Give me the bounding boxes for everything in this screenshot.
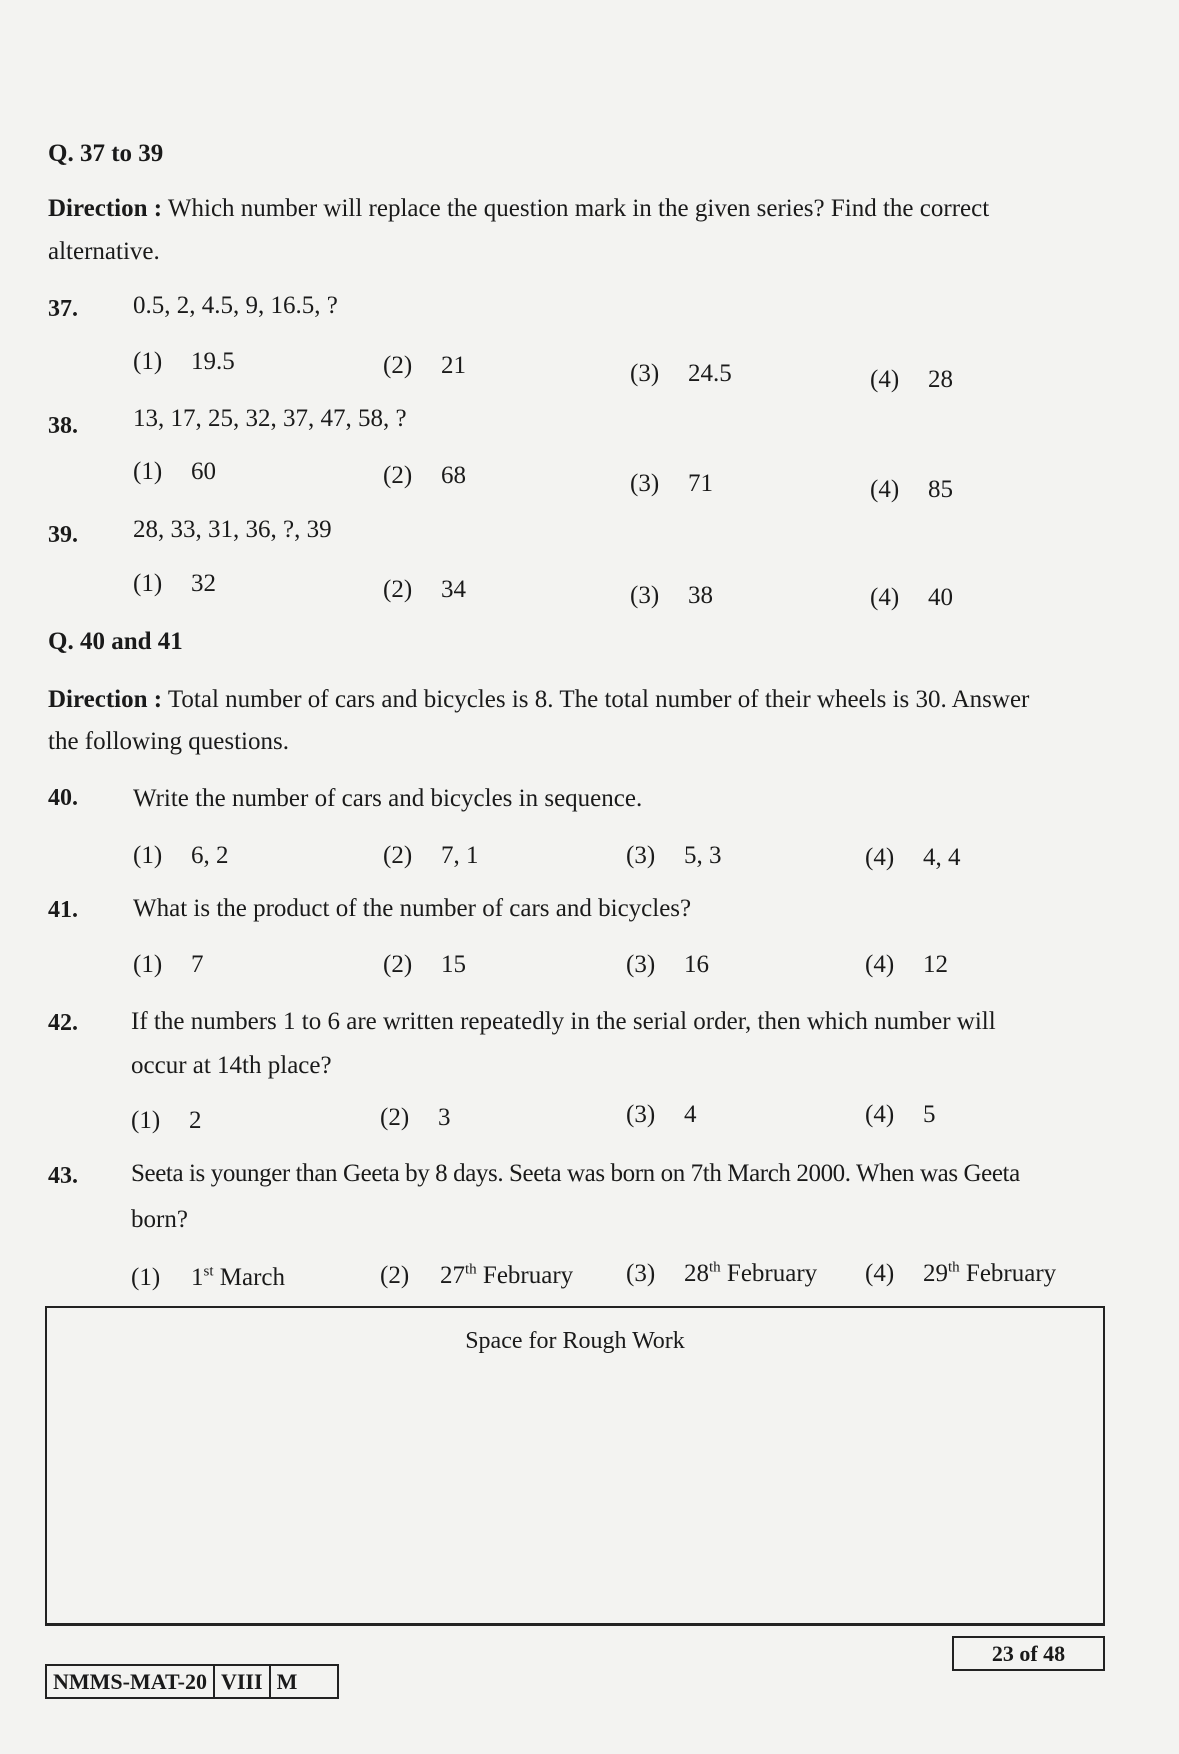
option-1[interactable]: (1) 32 xyxy=(133,570,216,597)
question-text: Seeta is younger than Geeta by 8 days. Seeta was born on 7th March 2000. When was Geeta xyxy=(131,1160,1020,1187)
question-number: 41. xyxy=(48,897,78,923)
direction-2 xyxy=(48,686,1029,714)
option-1[interactable]: (1) 60 xyxy=(133,458,216,485)
direction-label: Direction : xyxy=(48,195,163,222)
question-text: If the numbers 1 to 6 are written repeatedly in the serial order, then which number will xyxy=(131,1008,996,1035)
question-number: 38. xyxy=(48,413,78,439)
option-2[interactable]: (2) 68 xyxy=(383,462,466,489)
question-number: 42. xyxy=(48,1010,78,1036)
medium-label: M xyxy=(276,1669,298,1694)
option-4[interactable]: (4) 29th February xyxy=(865,1259,1057,1287)
option-3[interactable]: (3) 4 xyxy=(626,1101,697,1128)
question-text-cont: born? xyxy=(131,1206,188,1233)
direction-1 xyxy=(48,195,989,223)
option-4[interactable]: (4) 40 xyxy=(870,584,953,611)
option-4[interactable]: (4) 28 xyxy=(870,366,953,393)
option-3[interactable]: (3) 38 xyxy=(630,582,713,609)
question-number: 37. xyxy=(48,296,78,322)
question-number: 43. xyxy=(48,1163,78,1189)
option-4[interactable]: (4) 4, 4 xyxy=(865,844,961,871)
question-text: Write the number of cars and bicycles in sequence. xyxy=(133,785,643,812)
option-1[interactable]: (1) 1st March xyxy=(131,1263,286,1291)
option-4[interactable]: (4) 85 xyxy=(870,476,953,503)
direction-text: Total number of cars and bicycles is 8. The total number of their wheels is 30. Answer xyxy=(167,686,1030,713)
rough-work-box xyxy=(45,1306,1105,1626)
direction-label: Direction : xyxy=(48,686,163,713)
option-3[interactable]: (3) 24.5 xyxy=(630,360,732,387)
direction-2-cont: the following questions. xyxy=(48,728,289,755)
option-4[interactable]: (4) 12 xyxy=(865,951,948,978)
class-label: VIII xyxy=(215,1666,271,1697)
option-3[interactable]: (3) 71 xyxy=(630,470,713,497)
option-1[interactable]: (1) 19.5 xyxy=(133,348,235,375)
question-text: 0.5, 2, 4.5, 9, 16.5, ? xyxy=(133,292,338,319)
rough-work-title: Space for Rough Work xyxy=(465,1328,685,1354)
question-number: 39. xyxy=(48,522,78,548)
option-3[interactable]: (3) 16 xyxy=(626,951,709,978)
option-1[interactable]: (1) 2 xyxy=(131,1107,202,1134)
option-4[interactable]: (4) 5 xyxy=(865,1101,936,1128)
page-number: 23 of 48 xyxy=(952,1636,1105,1671)
option-2[interactable]: (2) 7, 1 xyxy=(383,842,479,869)
option-3[interactable]: (3) 28th February xyxy=(626,1259,818,1287)
question-number: 40. xyxy=(48,785,78,811)
direction-text: Which number will replace the question mark in the given series? Find the correct xyxy=(167,195,990,222)
option-2[interactable]: (2) 21 xyxy=(383,352,466,379)
direction-1-cont: alternative. xyxy=(48,238,160,265)
section-heading-37-39: Q. 37 to 39 xyxy=(48,140,164,167)
option-2[interactable]: (2) 3 xyxy=(380,1104,451,1131)
option-1[interactable]: (1) 7 xyxy=(133,951,204,978)
option-1[interactable]: (1) 6, 2 xyxy=(133,842,229,869)
paper-code: NMMS-MAT-20 xyxy=(47,1666,215,1697)
option-3[interactable]: (3) 5, 3 xyxy=(626,842,722,869)
question-text: What is the product of the number of cars and bicycles? xyxy=(133,895,692,922)
section-heading-40-41: Q. 40 and 41 xyxy=(48,628,183,655)
option-2[interactable]: (2) 15 xyxy=(383,951,466,978)
option-2[interactable]: (2) 27th February xyxy=(380,1261,574,1289)
paper-code-box xyxy=(45,1664,339,1699)
question-text: 28, 33, 31, 36, ?, 39 xyxy=(133,516,332,543)
question-text: 13, 17, 25, 32, 37, 47, 58, ? xyxy=(133,405,407,432)
option-2[interactable]: (2) 34 xyxy=(383,576,466,603)
question-text-cont: occur at 14th place? xyxy=(131,1052,332,1079)
